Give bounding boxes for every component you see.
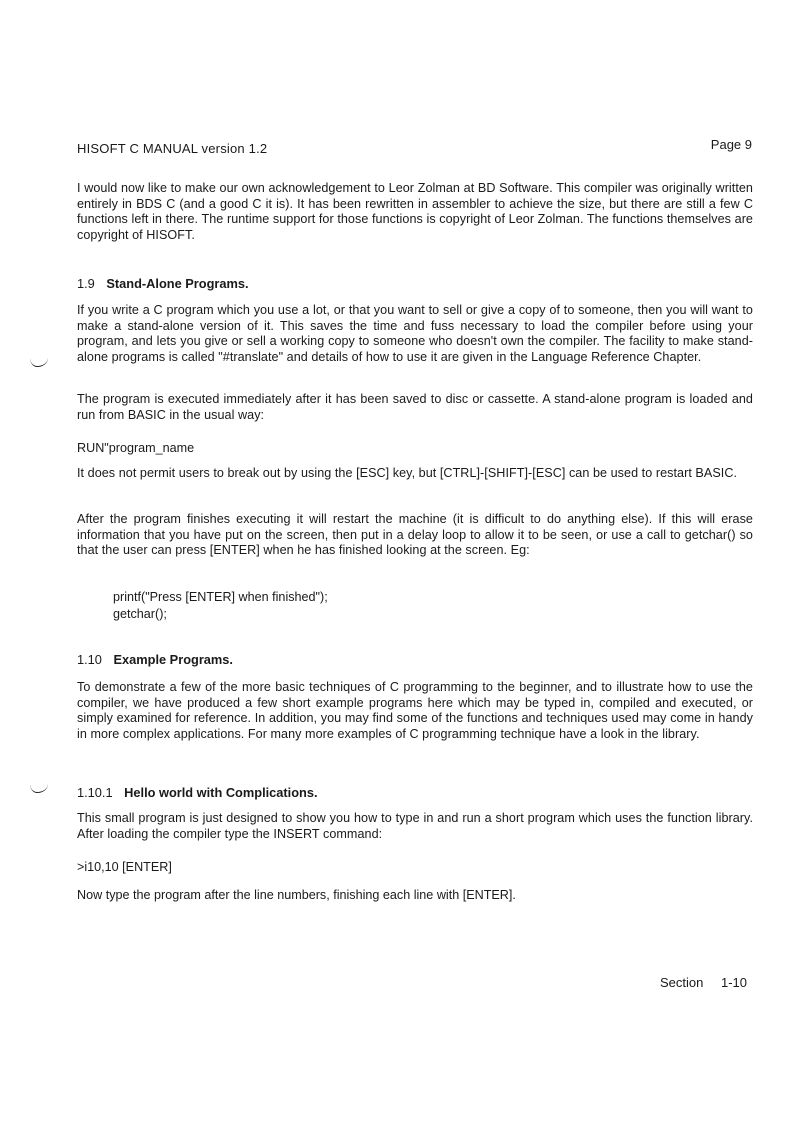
paragraph-text: The program is executed immediately after it has been saved to disc or cassette. A stand-alone program is loaded and run from BASIC in the usual way: (77, 392, 753, 422)
footer-section-number: 1-10 (721, 975, 748, 990)
paragraph-text: It does not permit users to break out by using the [ESC] key, but [CTRL]-[SHIFT]-[ESC] can be used to restart BASIC. (77, 466, 738, 480)
hello-world-paragraph-2: Now type the program after the line numbers, finishing each line with [ENTER]. (77, 888, 516, 902)
code-line: printf("Press [ENTER] when finished"); (113, 590, 328, 604)
paragraph-text: I would now like to make our own acknowledgement to Leor Zolman at BD Software. This compiler was originally written entirely in BDS C (and a good C it is). It has been rewritten in assembler to achieve the size, but there are still a few C functions left in there. The runtime support for those functions is copyright of Leor Zolman. The functions themselves are copyright of HISOFT. (77, 181, 753, 242)
code-line: getchar(); (113, 606, 167, 621)
manual-title: HISOFT C MANUAL version 1.2 (77, 141, 268, 156)
paragraph-text: After the program finishes executing it will restart the machine (it is difficult to do anything else). If this will erase information that you have put on the screen, then put in a delay loop to allow it to be seen, or use a call to getchar() so that the user can press [ENTER] when he has finished looking at the screen. Eg: (77, 512, 753, 558)
margin-pencil-mark (30, 784, 48, 793)
section-heading-1-10 (77, 652, 233, 667)
example-programs-paragraph (77, 680, 753, 742)
section-number: 1.10 (77, 652, 102, 667)
paragraph-text: To demonstrate a few of the more basic techniques of C programming to the beginner, and to illustrate how to use the compiler, we have produced a few short example programs here which may be typed in, compiled and executed, or simply examined for reference. In addition, you may find some of the functions and techniques used may come in handy in more complex applications. For many more examples of C programming technique have a look in the library. (77, 680, 753, 741)
footer-section-label: Section (660, 975, 704, 990)
section-number: 1.9 (77, 276, 95, 291)
run-command-example: RUN"program_name (77, 441, 195, 455)
section-heading-1-9 (77, 276, 249, 291)
section-title: Hello world with Complications. (124, 785, 318, 800)
code-example (113, 589, 328, 622)
standalone-paragraph-3 (77, 466, 753, 482)
standalone-paragraph-1 (77, 303, 753, 365)
section-title: Stand-Alone Programs. (106, 276, 249, 291)
paragraph-text: If you write a C program which you use a lot, or that you want to sell or give a copy of to someone, then you will want to make a stand-alone version of it. This saves the time and fuss necessary to load the compiler before using your program, and lets you give or sell a working copy to someone who doesn't own the compiler. The facility to make stand-alone programs is called "#translate" and details of how to use it are given in the Language Reference Chapter. (77, 303, 753, 364)
acknowledgement-paragraph (77, 181, 753, 243)
section-title: Example Programs. (113, 652, 233, 667)
paragraph-text: This small program is just designed to show you how to type in and run a short program which uses the function library. After loading the compiler type the INSERT command: (77, 811, 753, 841)
margin-pencil-mark (30, 358, 48, 367)
standalone-paragraph-2 (77, 392, 753, 423)
section-heading-1-10-1 (77, 785, 318, 800)
section-number: 1.10.1 (77, 785, 113, 800)
insert-command-example: >i10,10 [ENTER] (77, 860, 172, 874)
standalone-paragraph-4 (77, 512, 753, 559)
page-number: Page 9 (710, 137, 752, 152)
page-footer (660, 975, 747, 990)
hello-world-paragraph-1 (77, 811, 753, 842)
